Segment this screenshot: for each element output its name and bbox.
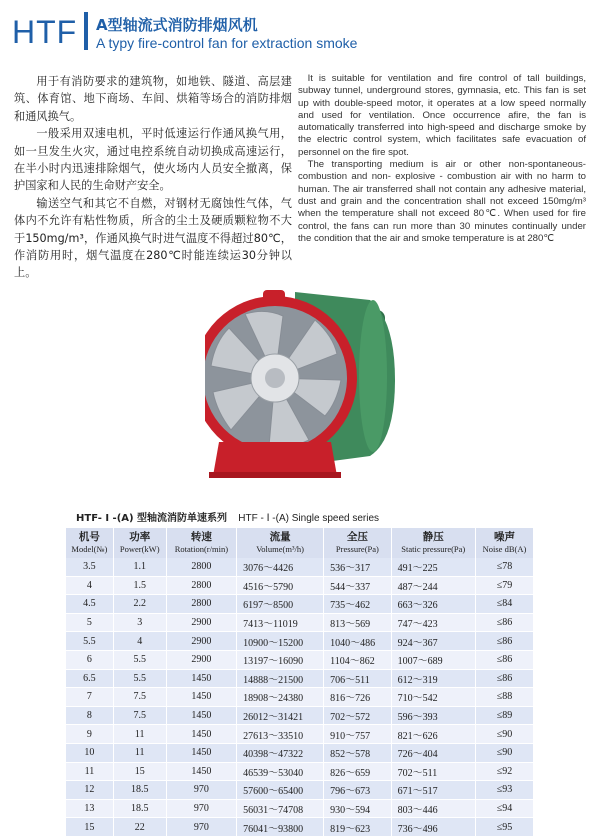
spec-table — [66, 528, 534, 837]
cell-power: 7.5 — [113, 688, 166, 707]
cell-static-pressure: 821～626 — [391, 725, 475, 744]
cell-rotation: 2900 — [166, 632, 237, 651]
description-cn-paragraph: 输送空气和其它不自燃，对钢材无腐蚀性气体，气体内不允许有粘性物质，所含的尘土及硬质颗粒物不大于150mg/m³，作通风换气时进气温度不得超过80℃，作消防用时，烟气温度在280℃时能连续运30分钟以上。 — [14, 196, 292, 280]
cell-model: 11 — [66, 762, 113, 781]
table-row — [66, 576, 534, 595]
cell-static-pressure: 491～225 — [391, 558, 475, 576]
cell-volume: 4516～5790 — [237, 576, 324, 595]
cell-pressure: 1104～862 — [324, 650, 392, 669]
cell-static-pressure: 671～517 — [391, 781, 475, 800]
cell-rotation: 2800 — [166, 558, 237, 576]
table-row — [66, 781, 534, 800]
cell-static-pressure: 612～319 — [391, 669, 475, 688]
cell-rotation: 1450 — [166, 669, 237, 688]
cell-pressure: 852～578 — [324, 743, 392, 762]
table-row — [66, 558, 534, 576]
column-header-volume — [237, 528, 324, 558]
cell-volume: 46539～53040 — [237, 762, 324, 781]
cell-noise: ≤94 — [475, 799, 533, 818]
cell-rotation: 970 — [166, 799, 237, 818]
cell-model: 7 — [66, 688, 113, 707]
cell-rotation: 1450 — [166, 725, 237, 744]
cell-rotation: 1450 — [166, 688, 237, 707]
cell-volume: 27613～33510 — [237, 725, 324, 744]
table-row — [66, 818, 534, 837]
cell-volume: 6197～8500 — [237, 595, 324, 614]
cell-power: 3 — [113, 613, 166, 632]
cell-pressure: 1040～486 — [324, 632, 392, 651]
table-body — [66, 558, 534, 836]
cell-power: 1.5 — [113, 576, 166, 595]
table-row — [66, 799, 534, 818]
column-header-static-pressure — [391, 528, 475, 558]
cell-volume: 18908～24380 — [237, 688, 324, 707]
table-row — [66, 595, 534, 614]
header-cn: 静压 — [422, 531, 444, 543]
cell-rotation: 2900 — [166, 650, 237, 669]
cell-model: 5.5 — [66, 632, 113, 651]
cell-pressure: 702～572 — [324, 706, 392, 725]
header-en: Rotation(r/min) — [174, 544, 229, 554]
column-header-rotation — [166, 528, 237, 558]
cell-pressure: 544～337 — [324, 576, 392, 595]
table-row — [66, 632, 534, 651]
cell-model: 4.5 — [66, 595, 113, 614]
cell-pressure: 910～757 — [324, 725, 392, 744]
cell-noise: ≤88 — [475, 688, 533, 707]
cell-power: 5.5 — [113, 669, 166, 688]
cell-noise: ≤86 — [475, 669, 533, 688]
cell-rotation: 2900 — [166, 613, 237, 632]
cell-pressure: 813～569 — [324, 613, 392, 632]
cell-static-pressure: 487～244 — [391, 576, 475, 595]
cell-rotation: 1450 — [166, 743, 237, 762]
header-cn: 机号 — [78, 531, 100, 543]
column-header-noise — [475, 528, 533, 558]
header-cn: 流量 — [269, 531, 291, 543]
cell-model: 15 — [66, 818, 113, 837]
cell-power: 2.2 — [113, 595, 166, 614]
table-row — [66, 743, 534, 762]
cell-pressure: 796～673 — [324, 781, 392, 800]
cell-pressure: 826～659 — [324, 762, 392, 781]
cell-rotation: 2800 — [166, 595, 237, 614]
cell-noise: ≤92 — [475, 762, 533, 781]
cell-model: 6 — [66, 650, 113, 669]
cell-pressure: 536～317 — [324, 558, 392, 576]
title-divider — [84, 12, 88, 50]
cell-volume: 57600～65400 — [237, 781, 324, 800]
cell-rotation: 970 — [166, 781, 237, 800]
cell-rotation: 1450 — [166, 706, 237, 725]
description-cn-paragraph: 用于有消防要求的建筑物，如地铁、隧道、高层建筑、体育馆、地下商场、车间、烘箱等场合的消防排烟和通风换气。 — [14, 75, 292, 123]
column-header-pressure — [324, 528, 392, 558]
page-title-en: A typy fire-control fan for extraction smoke — [96, 35, 358, 51]
cell-volume: 26012～31421 — [237, 706, 324, 725]
header-en: Pressure(Pa) — [335, 544, 379, 554]
header-en: Volume(m³/h) — [256, 544, 304, 554]
cell-volume: 76041～93800 — [237, 818, 324, 837]
column-header-power — [113, 528, 166, 558]
table-title-en: HTF - Ⅰ -(A) Single speed series — [238, 513, 380, 524]
cell-power: 18.5 — [113, 781, 166, 800]
cell-pressure: 706～511 — [324, 669, 392, 688]
header-cn: 噪声 — [493, 531, 515, 543]
cell-model: 3.5 — [66, 558, 113, 576]
table-row — [66, 725, 534, 744]
table-row — [66, 706, 534, 725]
cell-volume: 13197～16090 — [237, 650, 324, 669]
cell-noise: ≤93 — [475, 781, 533, 800]
cell-static-pressure: 663～326 — [391, 595, 475, 614]
cell-power: 11 — [113, 743, 166, 762]
header-en: Noise dB(A) — [482, 544, 527, 554]
cell-volume: 10900～15200 — [237, 632, 324, 651]
description-cn — [14, 73, 292, 282]
description-en-paragraph: The transporting medium is air or other non-spontaneous-combustion and non- explosive - combustion air with no harm to human. The air transferred shall not contain any adhesive material, dust and grain and the concentration shall not exceed 150mg/m³ when the temperature shall not exceed 80℃. When used for fire control, the fans can run more than 30 minutes continually under the condition that the air and smoke temperature is at 280℃ — [298, 159, 586, 244]
cell-power: 15 — [113, 762, 166, 781]
cell-noise: ≤78 — [475, 558, 533, 576]
cell-static-pressure: 747～423 — [391, 613, 475, 632]
table-row — [66, 762, 534, 781]
page-title-cn: A型轴流式消防排烟风机 — [96, 16, 258, 34]
cell-power: 22 — [113, 818, 166, 837]
cell-power: 4 — [113, 632, 166, 651]
cell-volume: 40398～47322 — [237, 743, 324, 762]
cell-noise: ≤86 — [475, 613, 533, 632]
cell-rotation: 1450 — [166, 762, 237, 781]
cell-model: 6.5 — [66, 669, 113, 688]
cell-model: 9 — [66, 725, 113, 744]
description-en — [298, 73, 586, 245]
header-en: Static pressure(Pa) — [401, 544, 466, 554]
table-row — [66, 688, 534, 707]
cell-static-pressure: 710～542 — [391, 688, 475, 707]
cell-noise: ≤79 — [475, 576, 533, 595]
cell-static-pressure: 702～511 — [391, 762, 475, 781]
cell-power: 11 — [113, 725, 166, 744]
table-header-row — [66, 528, 534, 558]
cell-rotation: 970 — [166, 818, 237, 837]
cell-noise: ≤90 — [475, 743, 533, 762]
cell-volume: 7413～11019 — [237, 613, 324, 632]
cell-static-pressure: 924～367 — [391, 632, 475, 651]
cell-model: 5 — [66, 613, 113, 632]
header-en: Model(№) — [71, 544, 108, 554]
cell-noise: ≤86 — [475, 632, 533, 651]
cell-power: 7.5 — [113, 706, 166, 725]
cell-pressure: 819～623 — [324, 818, 392, 837]
header-en: Power(kW) — [119, 544, 160, 554]
column-header-model — [66, 528, 113, 558]
cell-pressure: 816～726 — [324, 688, 392, 707]
cell-static-pressure: 596～393 — [391, 706, 475, 725]
cell-power: 18.5 — [113, 799, 166, 818]
cell-volume: 3076～4426 — [237, 558, 324, 576]
cell-power: 1.1 — [113, 558, 166, 576]
cell-noise: ≤95 — [475, 818, 533, 837]
axial-fan-illustration — [205, 280, 405, 480]
cell-volume: 56031～74708 — [237, 799, 324, 818]
table-row — [66, 650, 534, 669]
table-title — [76, 509, 379, 524]
table-title-cn: HTF- Ⅰ -(A) 型轴流消防单速系列 — [76, 513, 228, 524]
header-cn: 转速 — [190, 531, 212, 543]
description-cn-paragraph: 一般采用双速电机，平时低速运行作通风换气用，如一旦发生火灾，通过电控系统自动切换成高速运行，在半小时内迅速排除烟气，使火场内人员安全撤离，保护国家和人民的生命财产安全。 — [14, 127, 292, 193]
cell-pressure: 930～594 — [324, 799, 392, 818]
header-cn: 功率 — [129, 531, 151, 543]
cell-noise: ≤89 — [475, 706, 533, 725]
cell-model: 13 — [66, 799, 113, 818]
brand-logo: HTF — [12, 14, 78, 50]
table-row — [66, 669, 534, 688]
cell-static-pressure: 1007～689 — [391, 650, 475, 669]
cell-model: 4 — [66, 576, 113, 595]
cell-noise: ≤86 — [475, 650, 533, 669]
page-header — [0, 0, 600, 60]
cell-volume: 14888～21500 — [237, 669, 324, 688]
cell-static-pressure: 803～446 — [391, 799, 475, 818]
header-cn: 全压 — [346, 531, 368, 543]
cell-noise: ≤84 — [475, 595, 533, 614]
table-row — [66, 613, 534, 632]
cell-noise: ≤90 — [475, 725, 533, 744]
cell-rotation: 2800 — [166, 576, 237, 595]
cell-pressure: 735～462 — [324, 595, 392, 614]
cell-static-pressure: 736～496 — [391, 818, 475, 837]
cell-model: 10 — [66, 743, 113, 762]
cell-static-pressure: 726～404 — [391, 743, 475, 762]
cell-power: 5.5 — [113, 650, 166, 669]
description-en-paragraph: It is suitable for ventilation and fire control of tall buildings, subway tunnel, underground stores, gymnasia, etc. This fan is set up with double-speed motor, it operates at a low speed normally and used for ventilation. Once occurrence afire, the fan is automatically transferred into high-speed and discharge smoke by the electric control system, which facilitates safe evacuation of personnel on the fire spot. — [298, 73, 586, 158]
cell-model: 8 — [66, 706, 113, 725]
cell-model: 12 — [66, 781, 113, 800]
